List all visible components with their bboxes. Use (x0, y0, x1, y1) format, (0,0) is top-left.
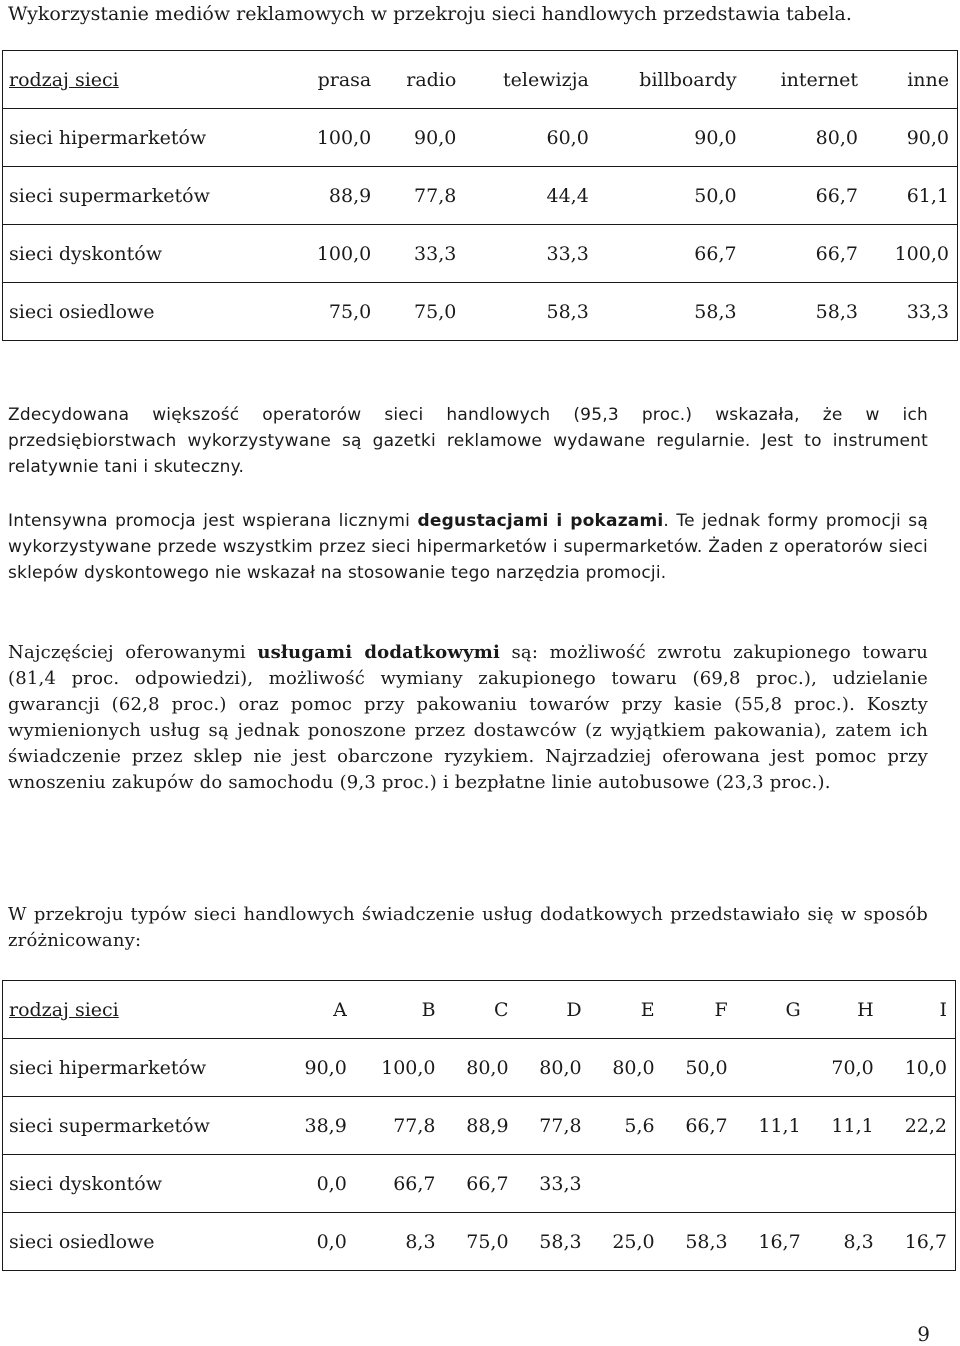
header-cell: G (736, 981, 809, 1039)
value-cell: 58,3 (663, 1213, 736, 1271)
header-cell: telewizja (464, 51, 596, 109)
value-cell: 100,0 (288, 225, 379, 283)
table-row (3, 167, 958, 225)
value-cell: 75,0 (288, 283, 379, 341)
value-cell: 11,1 (809, 1097, 882, 1155)
row-label-cell: sieci osiedlowe (3, 283, 289, 341)
value-cell: 66,7 (597, 225, 745, 283)
value-cell: 90,0 (597, 109, 745, 167)
value-cell: 100,0 (866, 225, 958, 283)
table-row (3, 1155, 956, 1213)
value-cell (736, 1155, 809, 1213)
value-cell: 75,0 (444, 1213, 517, 1271)
value-cell: 80,0 (590, 1039, 663, 1097)
paragraph-gazetki: Zdecydowana większość operatorów sieci handlowych (95,3 proc.) wskazała, że w ich przedsiębiorstwach wykorzystywane są gazetki reklamowe wydawane regularnie. Jest to instrument relatywnie tani i skuteczny. (8, 405, 928, 477)
value-cell: 90,0 (282, 1039, 355, 1097)
value-cell: 58,3 (464, 283, 596, 341)
table-row (3, 1039, 956, 1097)
value-cell: 38,9 (282, 1097, 355, 1155)
value-cell: 80,0 (745, 109, 866, 167)
table-row (3, 283, 958, 341)
value-cell: 61,1 (866, 167, 958, 225)
value-cell (809, 1155, 882, 1213)
table-row (3, 225, 958, 283)
row-label-cell: sieci dyskontów (3, 225, 289, 283)
row-label-cell: sieci hipermarketów (3, 1039, 282, 1097)
value-cell: 88,9 (444, 1097, 517, 1155)
value-cell: 5,6 (590, 1097, 663, 1155)
paragraph-uslugi (8, 640, 928, 796)
value-cell: 66,7 (444, 1155, 517, 1213)
row-label-cell: sieci dyskontów (3, 1155, 282, 1213)
table-header-row (3, 51, 958, 109)
value-cell: 0,0 (282, 1155, 355, 1213)
value-cell: 58,3 (597, 283, 745, 341)
value-cell: 8,3 (355, 1213, 444, 1271)
value-cell: 22,2 (882, 1097, 956, 1155)
value-cell: 75,0 (379, 283, 464, 341)
value-cell: 0,0 (282, 1213, 355, 1271)
table-row (3, 1213, 956, 1271)
header-label-text: rodzaj sieci (9, 68, 119, 91)
value-cell: 60,0 (464, 109, 596, 167)
value-cell: 44,4 (464, 167, 596, 225)
value-cell: 58,3 (745, 283, 866, 341)
value-cell: 80,0 (517, 1039, 590, 1097)
value-cell: 100,0 (288, 109, 379, 167)
media-usage-table (2, 50, 958, 341)
page-number: 9 (917, 1322, 930, 1346)
header-cell: internet (745, 51, 866, 109)
value-cell: 16,7 (736, 1213, 809, 1271)
value-cell: 16,7 (882, 1213, 956, 1271)
header-cell: billboardy (597, 51, 745, 109)
table-header-row (3, 981, 956, 1039)
row-label-cell: sieci osiedlowe (3, 1213, 282, 1271)
value-cell: 50,0 (597, 167, 745, 225)
value-cell: 80,0 (444, 1039, 517, 1097)
row-label-cell: sieci supermarketów (3, 167, 289, 225)
value-cell: 10,0 (882, 1039, 956, 1097)
value-cell: 70,0 (809, 1039, 882, 1097)
paragraph-text: . Te jednak formy promocji są wykorzystywane przede wszystkim przez sieci hipermarketów i supermarketów. Żaden z operatorów sieci sklepów dyskontowego nie wskazał na stosowanie tego narzędzia promocji. (8, 511, 928, 583)
header-cell: A (282, 981, 355, 1039)
emphasis-text: usługami dodatkowymi (257, 642, 500, 663)
header-cell-label (3, 51, 289, 109)
table-row (3, 1097, 956, 1155)
value-cell: 66,7 (745, 225, 866, 283)
value-cell: 25,0 (590, 1213, 663, 1271)
value-cell: 77,8 (355, 1097, 444, 1155)
value-cell: 33,3 (379, 225, 464, 283)
value-cell: 58,3 (517, 1213, 590, 1271)
row-label-cell: sieci hipermarketów (3, 109, 289, 167)
value-cell (590, 1155, 663, 1213)
header-cell: prasa (288, 51, 379, 109)
value-cell: 77,8 (379, 167, 464, 225)
header-cell: radio (379, 51, 464, 109)
value-cell: 50,0 (663, 1039, 736, 1097)
header-label-text: rodzaj sieci (9, 998, 119, 1021)
value-cell: 66,7 (745, 167, 866, 225)
value-cell (663, 1155, 736, 1213)
intro-text: Wykorzystanie mediów reklamowych w przekroju sieci handlowych przedstawia tabela. (8, 3, 852, 25)
value-cell: 66,7 (663, 1097, 736, 1155)
value-cell (882, 1155, 956, 1213)
paragraph-text: są: możliwość zwrotu zakupionego towaru (81,4 proc. odpowiedzi), możliwość wymiany zakupionego towaru (69,8 proc.), udzielanie gwarancji (62,8 proc.) oraz pomoc przy pakowaniu towarów przy kasie (55,8 proc.). Koszty wymienionych usług są jednak ponoszone przez dostawców (z wyjątkiem pakowania), zatem ich świadczenie przez sklep nie jest obarczone ryzykiem. Najrzadziej oferowana jest pomoc przy wnoszeniu zakupów do samochodu (9,3 proc.) i bezpłatne linie autobusowe (23,3 proc.). (8, 642, 928, 793)
paragraph-przekroj: W przekroju typów sieci handlowych świadczenie usług dodatkowych przedstawiało się w sposób zróżnicowany: (8, 904, 928, 951)
paragraph-text: Intensywna promocja jest wspierana licznymi (8, 511, 418, 531)
value-cell: 8,3 (809, 1213, 882, 1271)
value-cell: 33,3 (517, 1155, 590, 1213)
header-cell: B (355, 981, 444, 1039)
value-cell: 11,1 (736, 1097, 809, 1155)
paragraph-degustacje (8, 508, 928, 586)
row-label-cell: sieci supermarketów (3, 1097, 282, 1155)
header-cell-label (3, 981, 282, 1039)
value-cell: 90,0 (866, 109, 958, 167)
value-cell: 88,9 (288, 167, 379, 225)
header-cell: H (809, 981, 882, 1039)
table-row (3, 109, 958, 167)
value-cell (736, 1039, 809, 1097)
value-cell: 100,0 (355, 1039, 444, 1097)
header-cell: C (444, 981, 517, 1039)
header-cell: I (882, 981, 956, 1039)
services-table (2, 980, 956, 1271)
value-cell: 33,3 (866, 283, 958, 341)
value-cell: 66,7 (355, 1155, 444, 1213)
header-cell: inne (866, 51, 958, 109)
header-cell: E (590, 981, 663, 1039)
header-cell: D (517, 981, 590, 1039)
value-cell: 77,8 (517, 1097, 590, 1155)
value-cell: 33,3 (464, 225, 596, 283)
value-cell: 90,0 (379, 109, 464, 167)
paragraph-text: Najczęściej oferowanymi (8, 642, 258, 663)
emphasis-text: degustacjami i pokazami (417, 511, 664, 531)
header-cell: F (663, 981, 736, 1039)
